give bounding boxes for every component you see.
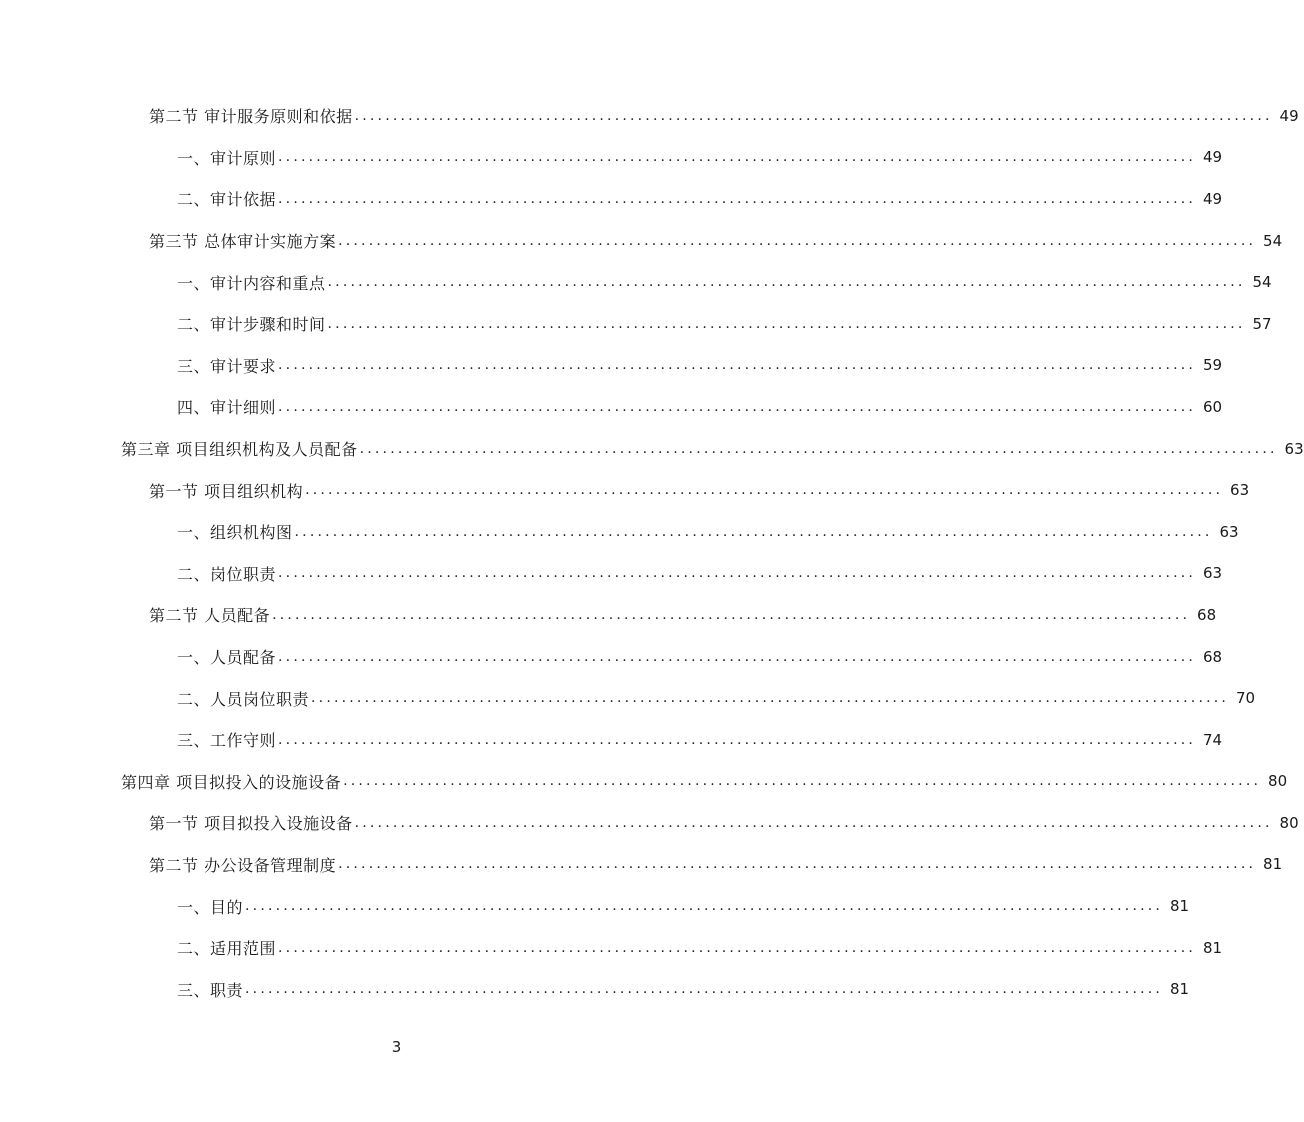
toc-entry[interactable] — [0, 719, 1223, 761]
toc-entry-title: 三、职责 — [177, 980, 244, 1000]
toc-entry-line — [177, 146, 1223, 169]
toc-entry-title: 三、工作守则 — [177, 731, 277, 751]
toc-entry-page: 49 — [1202, 189, 1223, 208]
toc-entry[interactable] — [0, 885, 1190, 927]
toc-entry[interactable] — [0, 137, 1223, 179]
toc-entry-page: 63 — [1202, 564, 1223, 583]
toc-entry[interactable] — [0, 428, 1304, 470]
toc-entry-page: 80 — [1268, 772, 1288, 791]
toc-entry[interactable] — [0, 636, 1223, 678]
toc-dot-leader: ........................................................................................................................ — [354, 107, 1273, 124]
toc-entry-line — [177, 895, 1190, 918]
toc-entry-line — [177, 312, 1272, 335]
toc-entry-line — [177, 187, 1223, 210]
toc-entry-line — [177, 978, 1190, 1001]
toc-entry[interactable] — [0, 178, 1223, 220]
toc-dot-leader: ........................................................................................................................ — [272, 606, 1191, 623]
toc-entry-title: 二、人员岗位职责 — [177, 689, 310, 709]
toc-entry-title: 第三章 项目组织机构及人员配备 — [121, 440, 358, 460]
toc-entry-page: 54 — [1263, 231, 1283, 250]
toc-entry-line — [149, 853, 1283, 876]
toc-entry-title: 第一节 项目组织机构 — [149, 481, 304, 501]
toc-dot-leader: ........................................................................................................................ — [354, 814, 1273, 831]
toc-entry-page: 68 — [1202, 647, 1223, 666]
toc-entry-page: 54 — [1252, 273, 1272, 292]
toc-dot-leader: ........................................................................................................................ — [278, 648, 1197, 665]
toc-entry-title: 一、组织机构图 — [177, 523, 293, 543]
toc-entry-line — [177, 354, 1223, 377]
toc-entry-line — [149, 104, 1299, 127]
toc-dot-leader: ........................................................................................................................ — [338, 232, 1257, 249]
toc-entry-page: 63 — [1284, 439, 1304, 458]
toc-entry[interactable] — [0, 345, 1223, 387]
toc-entry-title: 第二节 人员配备 — [149, 606, 271, 626]
toc-entry-line — [177, 395, 1223, 418]
toc-entry-page: 57 — [1252, 314, 1272, 333]
toc-entry[interactable] — [0, 220, 1283, 262]
toc-entry[interactable] — [0, 553, 1223, 595]
toc-entry[interactable] — [0, 511, 1239, 553]
toc-entry-line — [177, 687, 1256, 710]
toc-entry[interactable] — [0, 594, 1217, 636]
toc-entry-line — [149, 811, 1299, 834]
toc-entry[interactable] — [0, 927, 1223, 969]
page-number: 3 — [391, 1038, 402, 1056]
toc-dot-leader: ........................................................................................................................ — [359, 440, 1278, 457]
toc-entry-title: 二、岗位职责 — [177, 564, 277, 584]
toc-dot-leader: ........................................................................................................................ — [278, 731, 1197, 748]
toc-entry-page: 63 — [1230, 481, 1250, 500]
toc-dot-leader: ........................................................................................................................ — [311, 690, 1230, 707]
toc-entry-title: 一、目的 — [177, 897, 244, 917]
toc-entry-title: 第二节 审计服务原则和依据 — [149, 107, 353, 127]
toc-dot-leader: ........................................................................................................................ — [278, 357, 1197, 374]
toc-dot-leader: ........................................................................................................................ — [278, 149, 1197, 166]
toc-dot-leader: ........................................................................................................................ — [343, 773, 1262, 790]
toc-entry-line — [177, 728, 1223, 751]
toc-entry-title: 一、人员配备 — [177, 648, 277, 668]
toc-dot-leader: ........................................................................................................................ — [305, 482, 1224, 499]
toc-entry[interactable] — [0, 761, 1288, 803]
toc-dot-leader: ........................................................................................................................ — [327, 315, 1246, 332]
toc-entry-title: 二、审计依据 — [177, 190, 277, 210]
toc-entry-page: 70 — [1235, 689, 1256, 708]
toc-entry[interactable] — [0, 95, 1299, 137]
toc-entry[interactable] — [0, 469, 1250, 511]
toc-entry-title: 第一节 项目拟投入设施设备 — [149, 814, 353, 834]
toc-entry-title: 二、适用范围 — [177, 939, 277, 959]
toc-entry-page: 59 — [1202, 356, 1223, 375]
toc-entry-page: 68 — [1197, 605, 1217, 624]
toc-entry[interactable] — [0, 261, 1272, 303]
toc-entry-title: 二、审计步骤和时间 — [177, 315, 326, 335]
toc-entry-page: 49 — [1279, 106, 1299, 125]
toc-entry-line — [177, 645, 1223, 668]
toc-entry-line — [149, 479, 1250, 502]
toc-entry-line — [177, 562, 1223, 585]
toc-entry-title: 三、审计要求 — [177, 356, 277, 376]
toc-entry-page: 60 — [1202, 397, 1223, 416]
toc-entry-line — [149, 229, 1283, 252]
toc-entry-page: 81 — [1263, 855, 1283, 874]
toc-entry-line — [177, 520, 1239, 543]
toc-entry[interactable] — [0, 303, 1272, 345]
toc-dot-leader: ........................................................................................................................ — [245, 981, 1164, 998]
toc-entry-page: 81 — [1202, 938, 1223, 957]
toc-dot-leader: ........................................................................................................................ — [338, 856, 1257, 873]
toc-entry[interactable] — [0, 968, 1190, 1010]
toc-entry-page: 74 — [1202, 730, 1223, 749]
toc-entry-title: 一、审计内容和重点 — [177, 273, 326, 293]
toc-entry[interactable] — [0, 844, 1283, 886]
toc-entry[interactable] — [0, 386, 1223, 428]
toc-entry-page: 81 — [1169, 897, 1190, 916]
toc-entry-line — [121, 437, 1304, 460]
toc-entry-page: 81 — [1169, 980, 1190, 999]
table-of-contents — [0, 95, 1304, 1010]
toc-entry[interactable] — [0, 802, 1299, 844]
toc-entry[interactable] — [0, 677, 1256, 719]
toc-dot-leader: ........................................................................................................................ — [278, 565, 1197, 582]
toc-entry-page: 63 — [1219, 522, 1239, 541]
toc-entry-line — [177, 936, 1223, 959]
toc-entry-line — [149, 603, 1217, 626]
toc-dot-leader: ........................................................................................................................ — [278, 939, 1197, 956]
toc-dot-leader: ........................................................................................................................ — [327, 274, 1246, 291]
toc-dot-leader: ........................................................................................................................ — [278, 398, 1197, 415]
toc-dot-leader: ........................................................................................................................ — [278, 190, 1197, 207]
toc-dot-leader: ........................................................................................................................ — [245, 898, 1164, 915]
toc-entry-page: 80 — [1279, 813, 1299, 832]
toc-entry-line — [177, 271, 1272, 294]
toc-entry-title: 第二节 办公设备管理制度 — [149, 855, 337, 875]
toc-entry-title: 一、审计原则 — [177, 148, 277, 168]
toc-entry-title: 第四章 项目拟投入的设施设备 — [121, 772, 342, 792]
toc-entry-page: 49 — [1202, 148, 1223, 167]
toc-dot-leader: ........................................................................................................................ — [294, 523, 1213, 540]
toc-entry-line — [121, 770, 1288, 793]
toc-entry-title: 四、审计细则 — [177, 398, 277, 418]
toc-entry-title: 第三节 总体审计实施方案 — [149, 232, 337, 252]
